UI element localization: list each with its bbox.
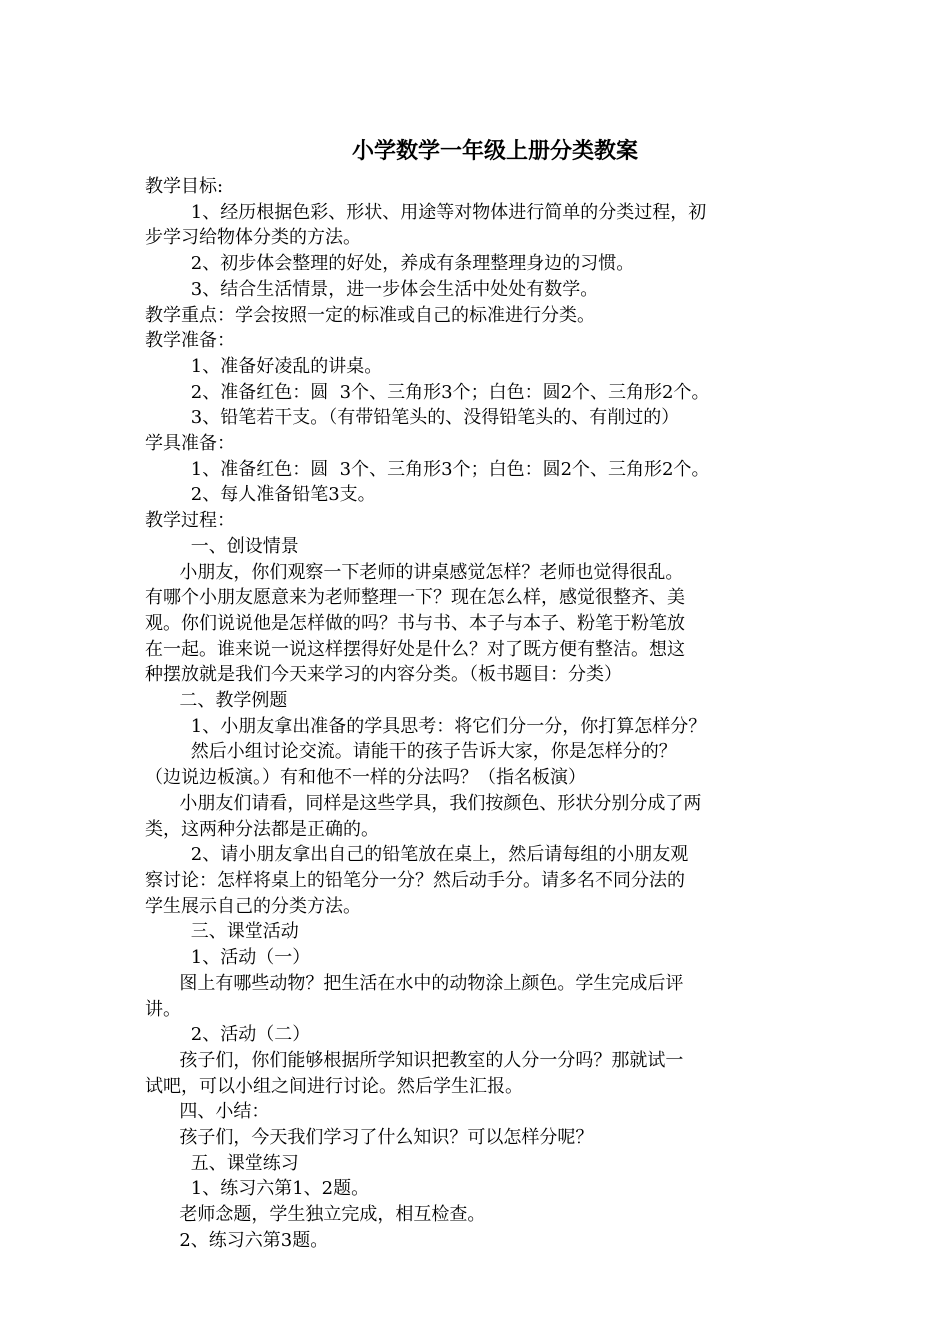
section-heading-process: 教学过程： <box>145 510 235 532</box>
section-heading-teaching-prep: 教学准备： <box>145 330 235 352</box>
paragraph-line: 类，这两种分法都是正确的。 <box>145 818 379 840</box>
paragraph-line: 然后小组讨论交流。请能干的孩子告诉大家，你是怎样分的？ <box>145 741 677 763</box>
process-heading-4: 四、小结： <box>145 1101 270 1123</box>
exercise-1: 1、练习六第1、2题。 <box>145 1178 370 1200</box>
objective-1-line-2: 步学习给物体分类的方法。 <box>145 227 361 249</box>
objective-2: 2、初步体会整理的好处，养成有条理整理身边的习惯。 <box>145 253 635 275</box>
paragraph-line: 试吧，可以小组之间进行讨论。然后学生汇报。 <box>145 1075 523 1097</box>
activity-2-heading: 2、活动（二） <box>145 1024 311 1046</box>
paragraph-line: 观。你们说说他是怎样做的吗？书与书、本子与本子、粉笔于粉笔放 <box>145 612 685 634</box>
paragraph-line: （边说边板演。）有和他不一样的分法吗？（指名板演） <box>145 767 586 789</box>
paragraph-line: 学生展示自己的分类方法。 <box>145 895 361 917</box>
paragraph-line: 孩子们，你们能够根据所学知识把教室的人分一分吗？那就试一 <box>145 1049 684 1071</box>
paragraph-line: 种摆放就是我们今天来学习的内容分类。（板书题目：分类） <box>145 664 622 686</box>
paragraph-line: 察讨论：怎样将桌上的铅笔分一分？然后动手分。请多名不同分法的 <box>145 869 685 891</box>
paragraph-line: 2、请小朋友拿出自己的铅笔放在桌上，然后请每组的小朋友观 <box>145 844 689 866</box>
paragraph-line: 图上有哪些动物？把生活在水中的动物涂上颜色。学生完成后评 <box>145 972 684 994</box>
teaching-prep-1: 1、准备好凌乱的讲桌。 <box>145 355 383 377</box>
process-heading-3: 三、课堂活动 <box>145 921 299 943</box>
process-heading-5: 五、课堂练习 <box>145 1152 299 1174</box>
process-heading-1: 一、创设情景 <box>145 535 299 557</box>
section-heading-objectives: 教学目标: <box>145 176 224 197</box>
paragraph-line: 有哪个小朋友愿意来为老师整理一下？现在怎么样，感觉很整齐、美 <box>145 587 685 609</box>
objective-1-line-1: 1、经历根据色彩、形状、用途等对物体进行简单的分类过程，初 <box>145 201 707 223</box>
paragraph-line: 讲。 <box>145 998 181 1020</box>
paragraph-line: 1、小朋友拿出准备的学具思考：将它们分一分，你打算怎样分？ <box>145 715 707 737</box>
teaching-focus: 教学重点：学会按照一定的标准或自己的标准进行分类。 <box>145 304 595 326</box>
paragraph-line: 老师念题，学生独立完成，相互检查。 <box>145 1204 486 1226</box>
exercise-2: 2、练习六第3题。 <box>145 1229 329 1251</box>
document-title: 小学数学一年级上册分类教案 <box>351 138 638 164</box>
process-heading-2: 二、教学例题 <box>145 690 288 712</box>
objective-3: 3、结合生活情景，进一步体会生活中处处有数学。 <box>145 278 599 300</box>
student-prep-2: 2、每人准备铅笔3支。 <box>145 484 376 506</box>
paragraph-line: 在一起。谁来说一说这样摆得好处是什么？对了既方便有整洁。想这 <box>145 638 685 660</box>
paragraph-line: 孩子们，今天我们学习了什么知识？可以怎样分呢？ <box>145 1127 594 1149</box>
activity-1-heading: 1、活动（一） <box>145 947 311 969</box>
paragraph-line: 小朋友，你们观察一下老师的讲桌感觉怎样？老师也觉得很乱。 <box>145 561 684 583</box>
section-heading-student-prep: 学具准备： <box>145 433 235 455</box>
document-body <box>145 174 810 1254</box>
student-prep-1: 1、准备红色：圆 3个、三角形3个；白色：圆2个、三角形2个。 <box>145 458 710 480</box>
paragraph-line: 小朋友们请看，同样是这些学具，我们按颜色、形状分别分成了两 <box>145 792 702 814</box>
teaching-prep-2: 2、准备红色：圆 3个、三角形3个；白色：圆2个、三角形2个。 <box>145 381 710 403</box>
teaching-prep-3: 3、铅笔若干支。（有带铅笔头的、没得铅笔头的、有削过的） <box>145 407 680 429</box>
